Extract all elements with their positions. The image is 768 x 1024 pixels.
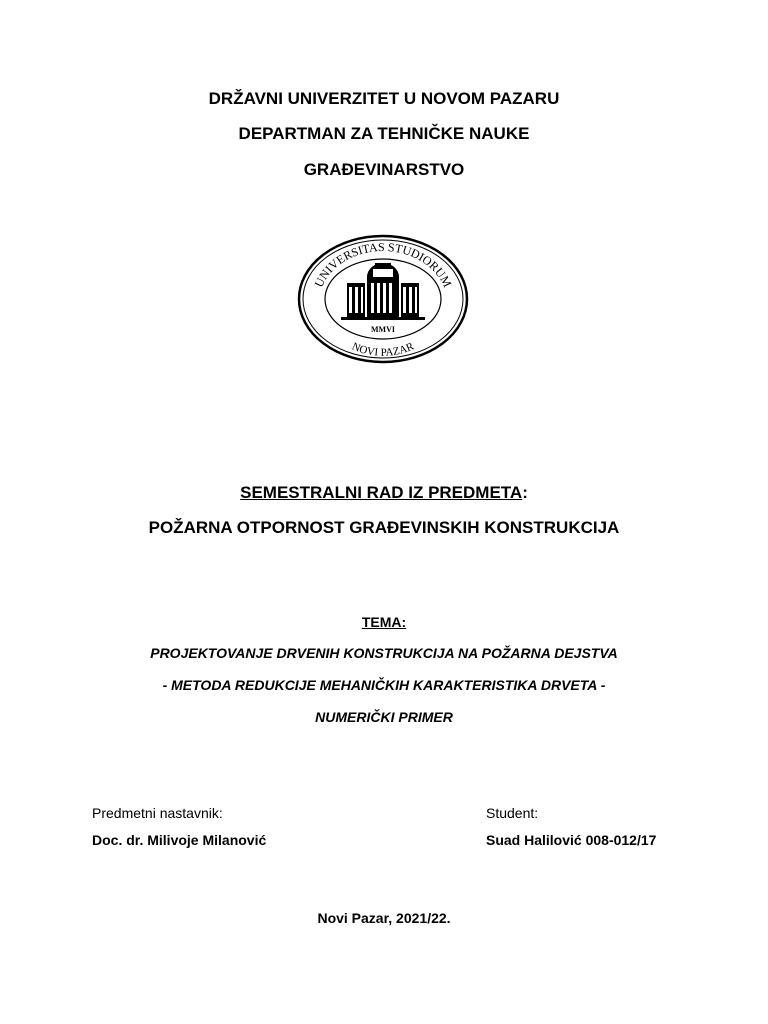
student-label: Student: [486,805,539,821]
paper-type-label: SEMESTRALNI RAD IZ PREDMETA [240,483,523,502]
university-name: DRŽAVNI UNIVERZITET U NOVOM PAZARU [208,89,560,108]
topic-heading: TEMA: [361,614,407,630]
topic-line-3: NUMERIČKI PRIMER [315,709,453,725]
student-name: Suad Halilović 008-012/17 [486,832,657,848]
teacher-name: Doc. dr. Milivoje Milanović [92,832,267,848]
paper-type-heading [0,483,768,503]
program-name: GRAĐEVINARSTVO [303,160,465,179]
seal-bottom-text: NOVI PAZAR [350,340,416,359]
paper-type-colon: : [522,483,528,502]
topic-line-2: - METODA REDUKCIJE MEHANIČKIH KARAKTERISTIKA DRVETA - [162,677,606,693]
place-and-date: Novi Pazar, 2021/22. [317,910,451,926]
teacher-label: Predmetni nastavnik: [92,805,223,821]
course-title: POŽARNA OTPORNOST GRAĐEVINSKIH KONSTRUKCIJA [148,518,620,537]
university-seal [297,233,469,365]
seal-top-text: UNIVERSITAS STUDIORUM [311,239,455,290]
seal-year: MMVI [371,325,395,334]
topic-line-1: PROJEKTOVANJE DRVENIH KONSTRUKCIJA NA POŽARNA DEJSTVA [150,645,618,661]
building-icon [341,263,425,320]
department-name: DEPARTMAN ZA TEHNIČKE NAUKE [238,124,530,143]
